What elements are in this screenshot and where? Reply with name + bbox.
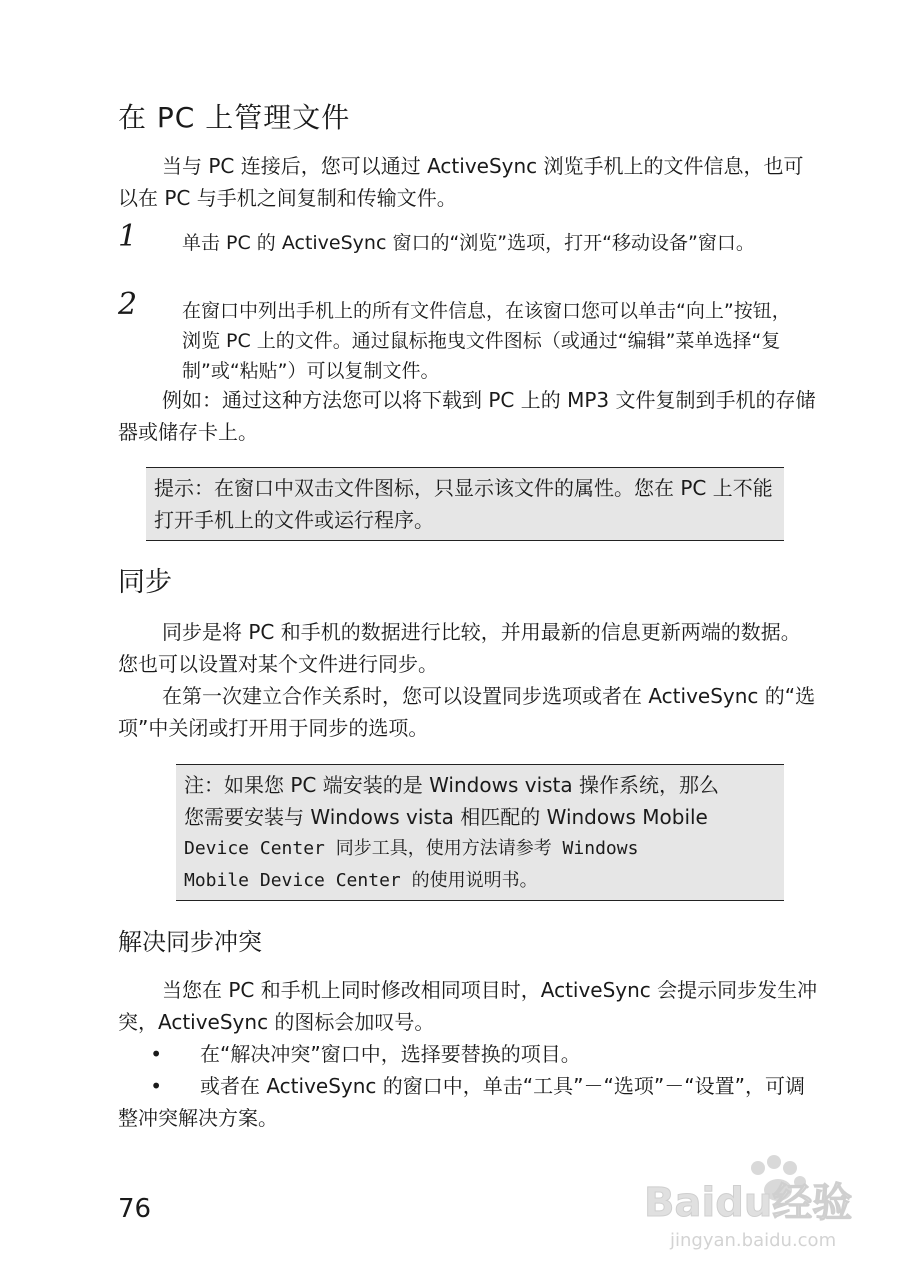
note-box [176,764,784,901]
tip-box [146,467,784,541]
note-line: 您需要安装与 Windows vista 相匹配的 Windows Mobile [184,805,708,829]
section-title-resolve-conflicts: 解决同步冲突 [118,928,262,956]
section-title-sync: 同步 [118,567,172,598]
note-line: 注：如果您 PC 端安装的是 Windows vista 操作系统，那么 [184,773,719,797]
example-paragraph: 例如：通过这种方法您可以将下载到 PC 上的 MP3 文件复制到手机的存储器或储存卡上。 [118,388,816,444]
sync-paragraph-2: 在第一次建立合作关系时，您可以设置同步选项或者在 ActiveSync 的“选项”中关闭或打开用于同步的选项。 [118,684,816,740]
bullet-item [118,1070,818,1134]
tip-text: 提示：在窗口中双击文件图标，只显示该文件的属性。您在 PC 上不能打开手机上的文件或运行程序。 [154,476,773,532]
step-1 [118,219,818,258]
bullet-symbol: • [150,1074,162,1098]
step-text: 在窗口中列出手机上的所有文件信息，在该窗口您可以单击“向上”按钮，浏览 PC 上的文件。通过鼠标拖曳文件图标（或通过“编辑”菜单选择“复制”或“粘贴”）可以复制文件。 [182,300,791,382]
intro-paragraph: 当与 PC 连接后，您可以通过 ActiveSync 浏览手机上的文件信息，也可以在 PC 与手机之间复制和传输文件。 [118,154,804,210]
conflict-paragraph: 当您在 PC 和手机上同时修改相同项目时，ActiveSync 会提示同步发生冲突，ActiveSync 的图标会加叹号。 [118,978,818,1034]
baidu-watermark-logo [640,1148,860,1268]
watermark-url: jingyan.baidu.com [670,1230,837,1251]
bullet-item [118,1038,818,1070]
section-title-manage-files: 在 PC 上管理文件 [118,101,351,134]
page-number: 76 [118,1194,152,1224]
bullet-symbol: • [150,1042,162,1066]
note-line: Device Center 同步工具，使用方法请参考 Windows [184,838,639,859]
sync-paragraph-1: 同步是将 PC 和手机的数据进行比较，并用最新的信息更新两端的数据。您也可以设置对某个文件进行同步。 [118,620,801,676]
step-number: 1 [118,219,138,254]
step-2 [118,287,818,386]
step-text: 单击 PC 的 ActiveSync 窗口的“浏览”选项，打开“移动设备”窗口。 [182,232,755,254]
watermark-brand: Baidu经验 [644,1180,853,1226]
note-line: Mobile Device Center 的使用说明书。 [184,870,538,891]
step-number: 2 [118,287,138,322]
bullet-text: 在“解决冲突”窗口中，选择要替换的项目。 [200,1042,581,1066]
bullet-text: 或者在 ActiveSync 的窗口中，单击“工具”－“选项”－“设置”，可调整冲突解决方案。 [118,1074,805,1130]
